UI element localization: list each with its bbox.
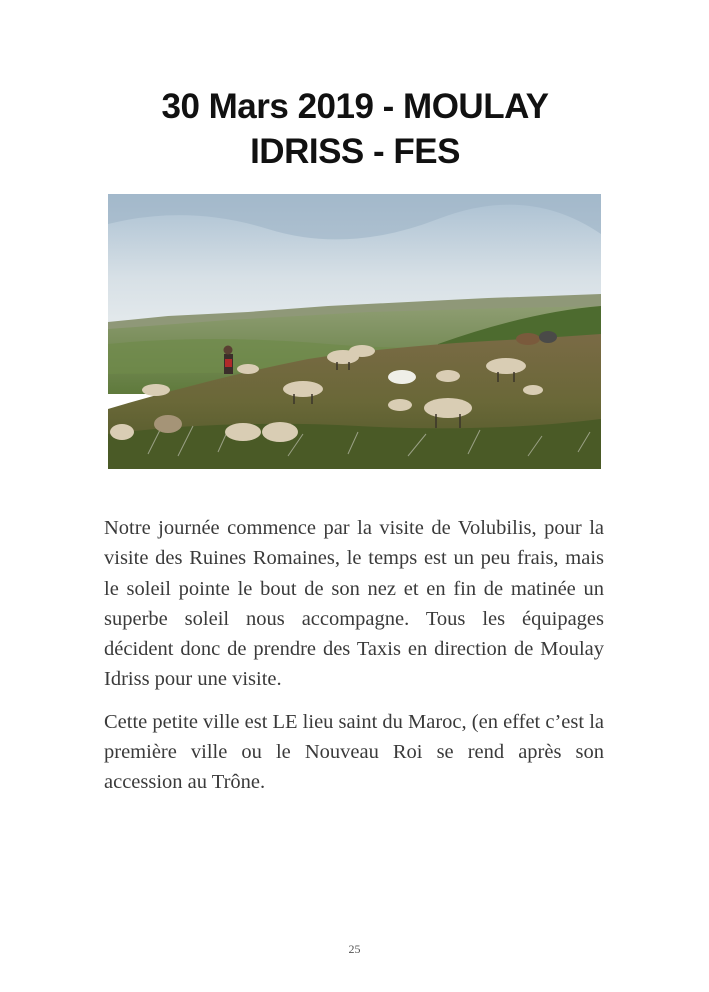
paragraph: Notre journée commence par la visite de Volubilis, pour la visite des Ruines Romaines, le temps est un peu frais, mais le soleil pointe le bout de son nez et en fin de matinée un superbe soleil nous accompagne. Tous les équipages décident donc de prendre des Taxis en direction de Moulay Idriss pour une visite. (104, 517, 604, 691)
page-title (60, 84, 650, 174)
paragraph: Cette petite ville est LE lieu saint du Maroc, (en effet c’est la première ville ou le Nouveau Roi se rend après son accession au Trône. (104, 710, 604, 794)
landscape-photo (108, 194, 601, 469)
title-line-1: 30 Mars 2019 - MOULAY (161, 87, 549, 126)
body-text (104, 513, 604, 810)
page-number: 25 (348, 942, 361, 956)
title-line-2: IDRISS - FES (250, 132, 460, 171)
